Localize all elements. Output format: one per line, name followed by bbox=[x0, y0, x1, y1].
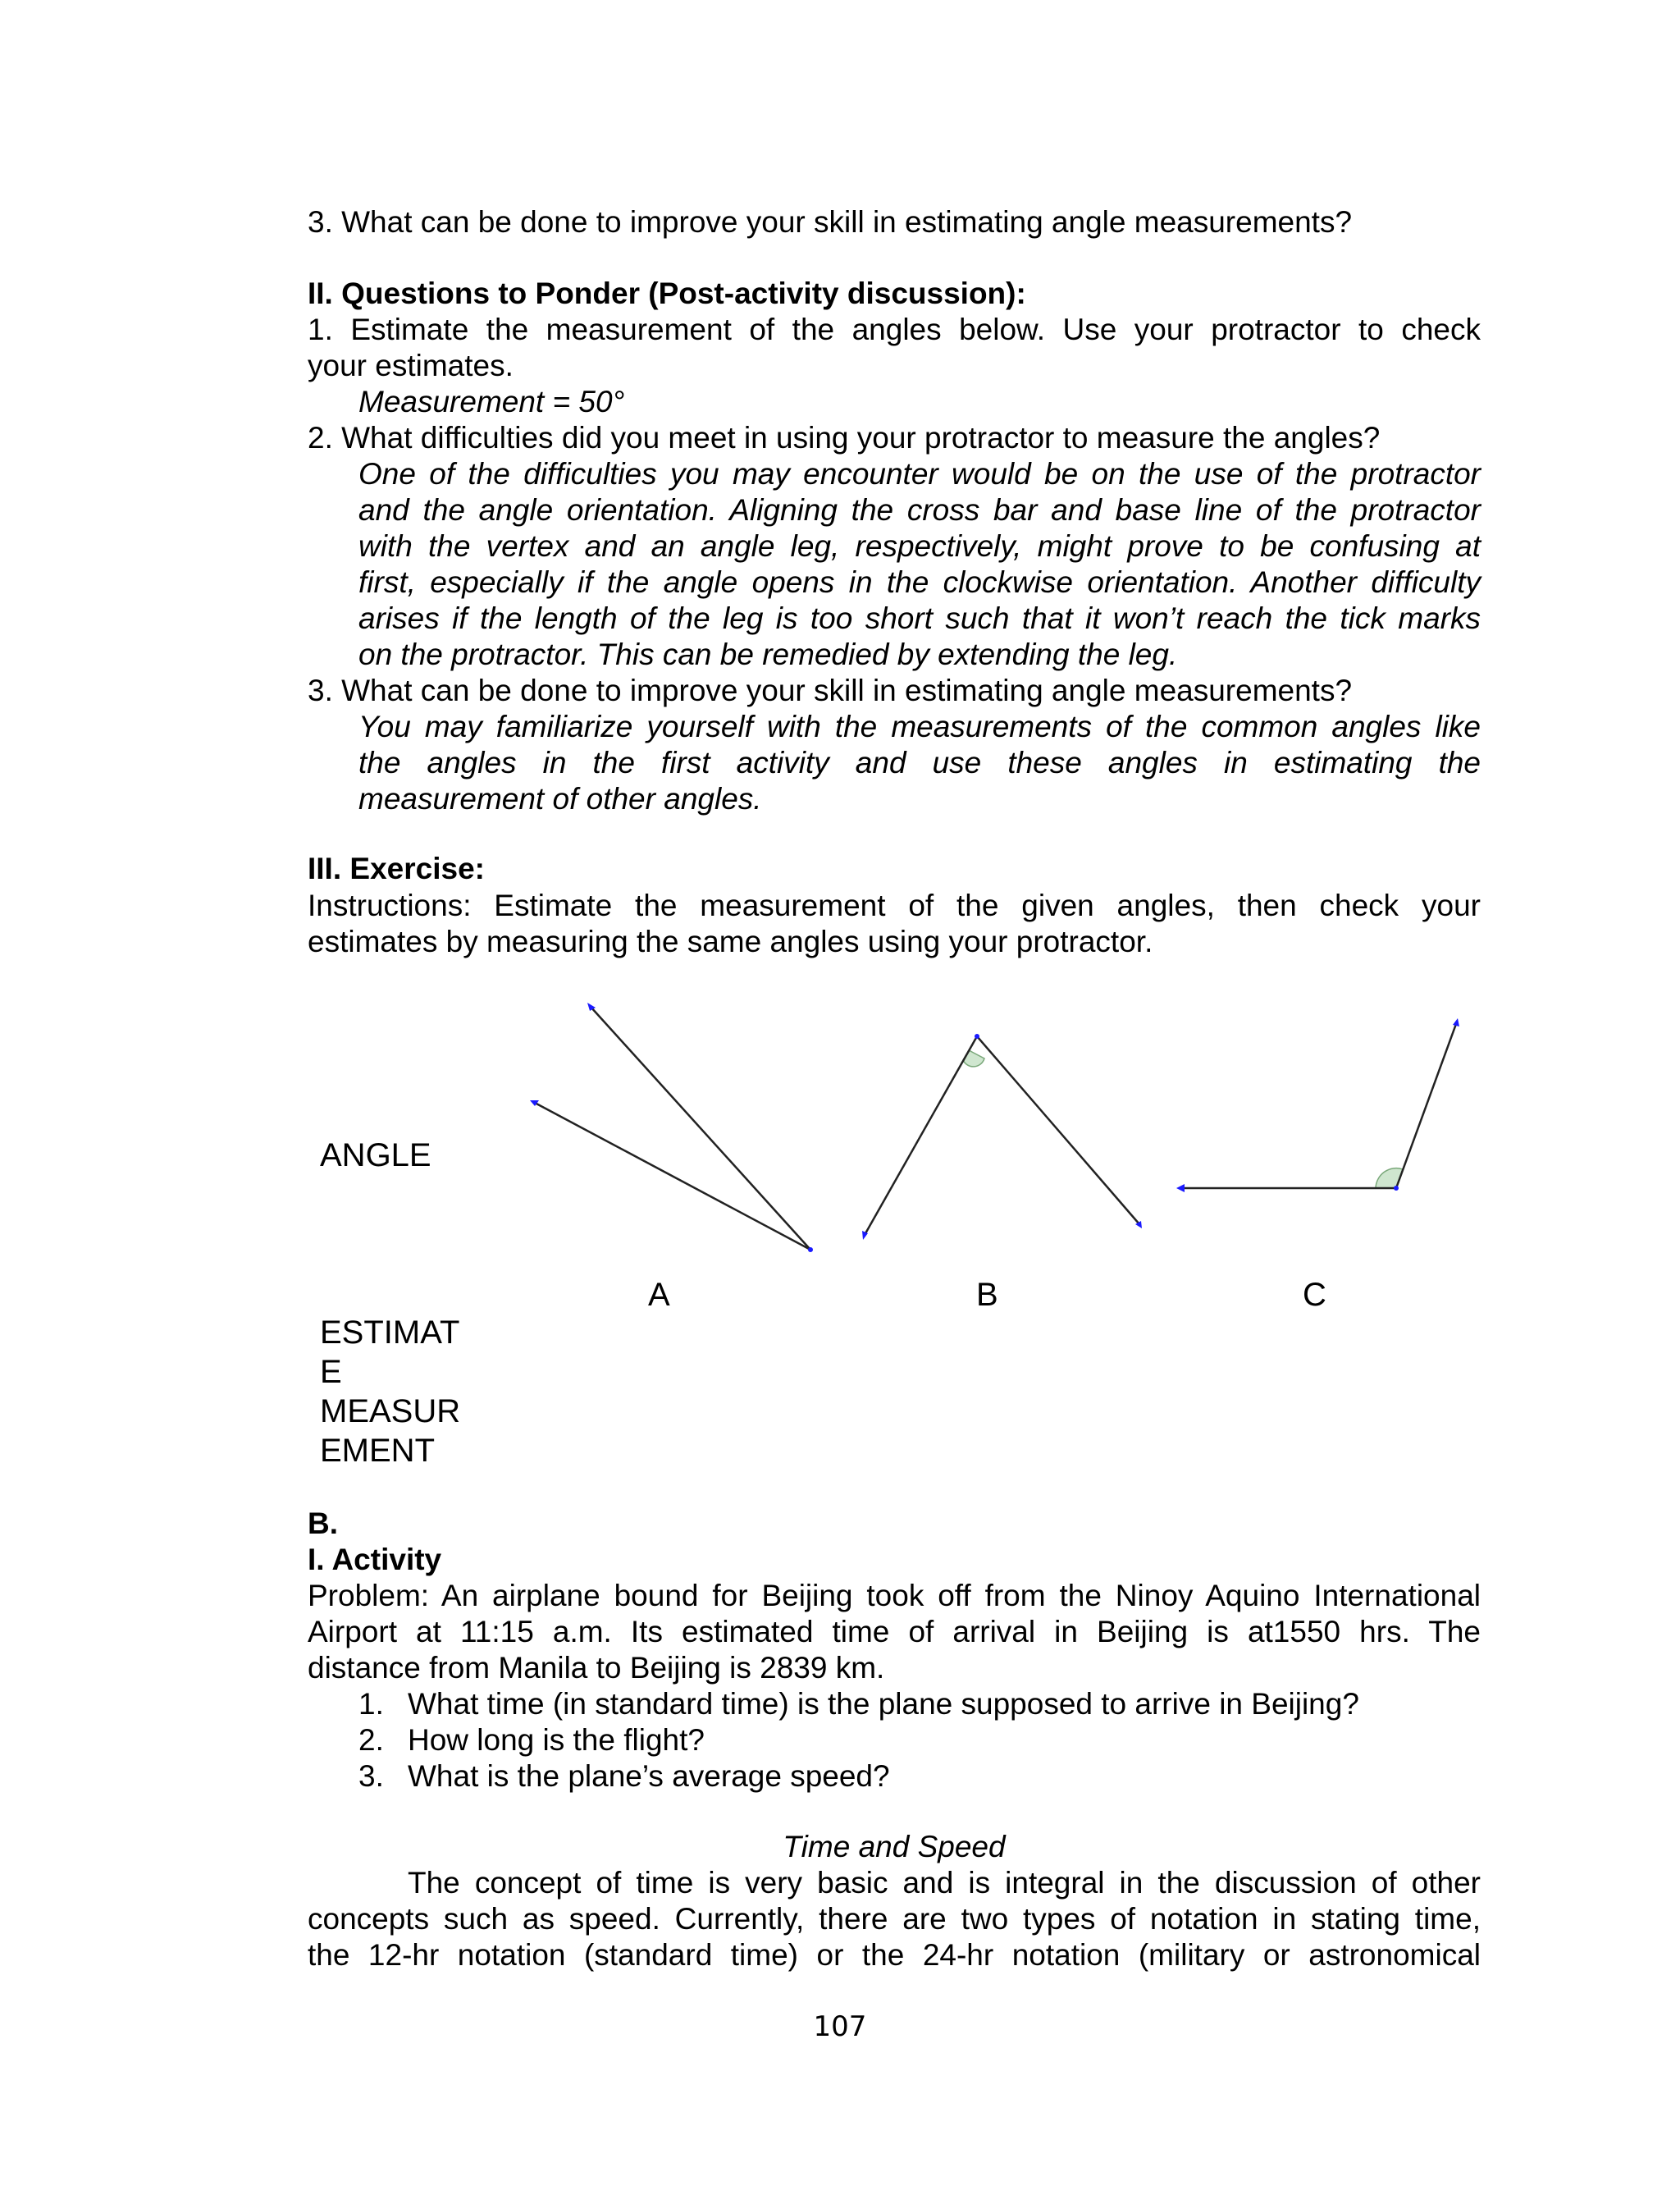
angle-a-leg bbox=[591, 1007, 810, 1250]
q2-answer-line: on the protractor. This can be remedied by extending the leg. bbox=[358, 638, 1178, 671]
q2-answer-line: first, especially if the angle opens in the clockwise orientation. Another difficulty bbox=[358, 565, 1481, 599]
vertex-point bbox=[1394, 1186, 1399, 1191]
list-item-number: 1. bbox=[358, 1687, 384, 1721]
section-2-heading: II. Questions to Ponder (Post-activity discussion): bbox=[308, 277, 1026, 310]
q3-text: 3. What can be done to improve your skill in estimating angle measurements? bbox=[308, 674, 1353, 707]
paragraph-line: the 12-hr notation (standard time) or the 24-hr notation (military or astronomical bbox=[308, 1938, 1481, 1972]
table-row-label-estimate: EMENT bbox=[320, 1433, 435, 1469]
angle-b-leg bbox=[977, 1036, 1139, 1224]
problem-line: Problem: An airplane bound for Beijing took off from the Ninoy Aquino International bbox=[308, 1579, 1481, 1612]
q2-text: 2. What difficulties did you meet in using your protractor to measure the angles? bbox=[308, 421, 1381, 455]
page-number: 107 bbox=[813, 2010, 867, 2043]
angle-c-leg bbox=[1396, 1024, 1456, 1188]
subtitle-time-and-speed: Time and Speed bbox=[783, 1830, 1006, 1863]
q3-answer-line: You may familiarize yourself with the measurements of the common angles like bbox=[358, 710, 1481, 743]
q2-answer-line: One of the difficulties you may encounter would be on the use of the protractor bbox=[358, 457, 1481, 491]
q3-answer-line: measurement of other angles. bbox=[358, 782, 762, 816]
q2-answer-line: and the angle orientation. Aligning the cross bar and base line of the protractor bbox=[358, 493, 1481, 527]
angle-arc-icon bbox=[963, 1050, 984, 1067]
arrow-head-icon bbox=[1453, 1018, 1459, 1026]
arrow-head-icon bbox=[1176, 1184, 1185, 1192]
section-3-heading: III. Exercise: bbox=[308, 852, 485, 885]
question-3-top: 3. What can be done to improve your skill in estimating angle measurements? bbox=[308, 205, 1353, 239]
paragraph-line: concepts such as speed. Currently, there are two types of notation in stating time, bbox=[308, 1902, 1481, 1936]
vertex-point bbox=[975, 1034, 979, 1039]
q2-answer-line: arises if the length of the leg is too short such that it won’t reach the tick marks bbox=[358, 601, 1481, 635]
table-row-label-estimate: ESTIMAT bbox=[320, 1314, 460, 1351]
q1-line-1: 1. Estimate the measurement of the angles below. Use your protractor to check bbox=[308, 313, 1481, 346]
list-item-text: What time (in standard time) is the plane supposed to arrive in Beijing? bbox=[408, 1687, 1359, 1721]
angle-a-leg bbox=[535, 1103, 810, 1250]
problem-line: distance from Manila to Beijing is 2839 km. bbox=[308, 1651, 885, 1685]
list-item-text: How long is the flight? bbox=[408, 1723, 705, 1757]
angle-label-c: C bbox=[1303, 1277, 1326, 1313]
list-item-number: 3. bbox=[358, 1759, 384, 1793]
angle-b-leg bbox=[865, 1036, 977, 1235]
q2-answer-line: with the vertex and an angle leg, respectively, might prove to be confusing at bbox=[358, 529, 1481, 563]
list-item-number: 2. bbox=[358, 1723, 384, 1757]
vertex-point bbox=[808, 1247, 813, 1252]
table-row-label-estimate: MEASUR bbox=[320, 1393, 461, 1429]
instructions-line: estimates by measuring the same angles using your protractor. bbox=[308, 925, 1153, 958]
table-row-label-estimate: E bbox=[320, 1354, 342, 1390]
angle-c-figure bbox=[1176, 1018, 1459, 1192]
angle-label-b: B bbox=[976, 1277, 998, 1313]
instructions-line: Instructions: Estimate the measurement of the given angles, then check your bbox=[308, 889, 1481, 922]
q1-line-2: your estimates. bbox=[308, 349, 514, 382]
problem-line: Airport at 11:15 a.m. Its estimated time of arrival in Beijing is at1550 hrs. The bbox=[308, 1615, 1481, 1648]
table-row-label-angle: ANGLE bbox=[320, 1137, 431, 1173]
q3-answer-line: the angles in the first activity and use these angles in estimating the bbox=[358, 746, 1481, 780]
activity-heading: I. Activity bbox=[308, 1543, 442, 1576]
section-b-heading: B. bbox=[308, 1506, 338, 1540]
angle-b-figure bbox=[862, 1034, 1142, 1240]
paragraph-line: The concept of time is very basic and is integral in the discussion of other bbox=[408, 1866, 1481, 1900]
angle-arc-icon bbox=[1376, 1168, 1403, 1188]
q1-answer: Measurement = 50° bbox=[358, 385, 625, 418]
angle-label-a: A bbox=[648, 1277, 670, 1313]
list-item-text: What is the plane’s average speed? bbox=[408, 1759, 890, 1793]
angle-a-figure bbox=[530, 1003, 813, 1252]
